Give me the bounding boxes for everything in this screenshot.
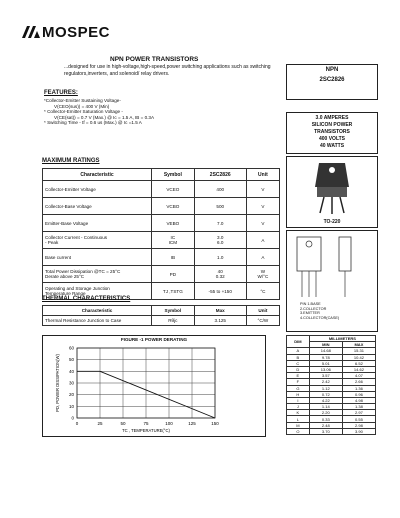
dim-value-cell: 13.06 [309, 366, 342, 372]
unit-cell: W W/°C [246, 266, 279, 283]
table-row [287, 428, 376, 434]
rating-summary-box [286, 112, 378, 154]
pin-note-line: 3.EMITTER [300, 311, 320, 315]
header-cell: MAX [342, 342, 375, 348]
pin-note-line: 2.COLLECTOR [300, 306, 327, 311]
symbol-cell: VEBO [152, 215, 195, 232]
header-cell: Characteristic [43, 306, 152, 316]
y-axis-label: PD, POWER DISSIPATION(W) [55, 354, 60, 412]
char-cell: Thermal Resistance Junction to Case [43, 316, 152, 326]
dim-value-cell: 0.96 [342, 391, 375, 397]
symbol-cell: PD [152, 266, 195, 283]
value-cell: 40 0.32 [194, 266, 246, 283]
y-tick-label: 20 [68, 392, 74, 398]
table-row [43, 181, 280, 198]
dim-value-cell: 0.72 [309, 391, 342, 397]
char-cell: Collector-Emitter Voltage [43, 181, 152, 198]
dim-value-cell: 14.68 [309, 348, 342, 354]
dim-value-cell: 2.97 [342, 410, 375, 416]
to220-package-icon [287, 157, 377, 217]
thermal-heading: THERMAL CHARACTERISTICS [42, 296, 131, 302]
unit-cell: A [246, 249, 279, 266]
package-label: TO-220 [323, 219, 341, 225]
unit-cell: °C [246, 283, 279, 300]
symbol-cell: Rθjc [152, 316, 195, 326]
feature-line: V(CE(sat)) = 0.7 V (Max.) @ Ic = 1.5 A, IB = 0.3A [54, 114, 155, 120]
brand-mark-icon [22, 26, 40, 38]
x-tick-label: 0 [75, 421, 79, 426]
dim-value-cell: 6.52 [342, 360, 375, 366]
y-tick-label: 40 [68, 368, 74, 374]
feature-line: *Collector-Emitter Sustaining Voltage- [44, 98, 121, 103]
value-cell: 3.0 6.0 [194, 232, 246, 249]
header-cell: DIM [287, 336, 310, 348]
dim-label-cell: H [287, 391, 310, 397]
unit-cell: °C/W [246, 316, 279, 326]
y-tick-label: 0 [71, 415, 74, 421]
table-header-row [43, 306, 280, 316]
value-cell: -55 to +150 [194, 283, 246, 300]
rating-line: SILICON POWER [311, 122, 353, 128]
table-row [43, 316, 280, 326]
table-row [43, 198, 280, 215]
dim-value-cell: 1.14 [309, 404, 342, 410]
rating-line: 3.0 AMPERES [315, 115, 349, 121]
table-row [43, 266, 280, 283]
char-cell: Total Power Dissipation @TC = 25°C Derate above 25°C [43, 266, 152, 283]
symbol-cell: IB [152, 249, 195, 266]
unit-cell: V [246, 181, 279, 198]
header-cell: Unit [246, 169, 279, 181]
value-cell: 500 [194, 198, 246, 215]
dim-label-cell: O [287, 428, 310, 434]
x-axis-label: TC , TEMPERATURE(°C) [122, 428, 170, 433]
chart-title: FIGURE -1 POWER DERATING [120, 337, 188, 342]
dim-label-cell: E [287, 373, 310, 379]
dim-value-cell: 4.98 [342, 397, 375, 403]
dim-value-cell: 2.42 [309, 379, 342, 385]
dim-value-cell: 5.01 [309, 360, 342, 366]
dim-value-cell: 3.57 [309, 373, 342, 379]
symbol-cell: TJ ,TSTG [152, 283, 195, 300]
char-cell: Base current [43, 249, 152, 266]
brand-name: MOSPEC [42, 24, 111, 41]
doc-description: ...designed for use in high-voltage,high-speed,power switching applications such as switching regulators,inverters, and solenoid/ relay drivers. [64, 64, 271, 77]
dim-value-cell: 4.22 [309, 397, 342, 403]
value-cell: 400 [194, 181, 246, 198]
dim-label-cell: F [287, 379, 310, 385]
thermal-table [42, 305, 280, 326]
dimensions-table [286, 335, 376, 435]
dim-label-cell: K [287, 410, 310, 416]
x-tick-label: 75 [143, 421, 149, 426]
char-cell: Collector-Base Voltage [43, 198, 152, 215]
header-cell: Symbol [152, 306, 195, 316]
pin-note-line: PIN 1.BASE [300, 302, 321, 306]
power-derating-chart [42, 335, 266, 437]
y-tick-label: 10 [68, 403, 74, 409]
symbol-cell: VCBO [152, 198, 195, 215]
dim-value-cell: 2.98 [342, 422, 375, 428]
table-row [43, 215, 280, 232]
dim-label-cell: C [287, 360, 310, 366]
dim-value-cell: 2.20 [309, 410, 342, 416]
features-heading: FEATURES: [44, 90, 78, 96]
part-number: 2SC2826 [319, 77, 345, 83]
rating-line: 40 WATTS [319, 143, 345, 149]
dim-label-cell: L [287, 416, 310, 422]
brand-logo [22, 24, 110, 41]
dim-label-cell: D [287, 366, 310, 372]
y-tick-label: 50 [68, 357, 74, 363]
dim-value-cell: 3.90 [342, 428, 375, 434]
symbol-cell: VCEO [152, 181, 195, 198]
dim-value-cell: 3.70 [309, 428, 342, 434]
outline-drawing-icon [287, 231, 377, 301]
max-ratings-heading: MAXIMUM RATINGS [42, 158, 100, 164]
feature-line: V(CEO(sus)) = 400 V (Min) [54, 103, 110, 109]
header-cell: MIN [309, 342, 342, 348]
header-cell: Max [194, 306, 246, 316]
dim-label-cell: J [287, 404, 310, 410]
x-tick-label: 125 [188, 421, 196, 426]
doc-title: NPN POWER TRANSISTORS [110, 56, 199, 63]
dim-value-cell: 14.62 [342, 366, 375, 372]
dim-value-cell: 0.33 [309, 416, 342, 422]
dim-label-cell: G [287, 385, 310, 391]
table-header-row [43, 169, 280, 181]
header-cell: MILLIMETERS [309, 336, 375, 342]
part-number-box [286, 64, 378, 100]
char-cell: Operating and Storage Junction Temperature Range [43, 283, 152, 300]
header-cell: Symbol [152, 169, 195, 181]
header-cell: 2SC2826 [194, 169, 246, 181]
x-tick-label: 100 [165, 421, 173, 426]
rating-line: 400 VOLTS [318, 136, 346, 142]
dim-label-cell: M [287, 422, 310, 428]
unit-cell: V [246, 215, 279, 232]
value-cell: 7.0 [194, 215, 246, 232]
feature-line: * Collector-Emitter Saturation Voltage - [44, 109, 123, 115]
dim-value-cell: 0.55 [342, 416, 375, 422]
features-list [44, 98, 254, 126]
x-tick-label: 50 [120, 421, 126, 426]
unit-cell: A [246, 232, 279, 249]
dim-value-cell: 4.07 [342, 373, 375, 379]
symbol-cell: IC ICM [152, 232, 195, 249]
unit-cell: V [246, 198, 279, 215]
feature-line: * Switching Time - tf = 0.6 us (Max.) @ Ic =1.5 A [44, 120, 142, 126]
header-cell: Characteristic [43, 169, 152, 181]
chart-svg [43, 336, 265, 436]
dim-value-cell: 1.38 [342, 404, 375, 410]
dim-label-cell: A [287, 348, 310, 354]
part-type: NPN [325, 67, 339, 73]
dim-value-cell: 15.31 [342, 348, 375, 354]
dim-label-cell: I [287, 397, 310, 403]
value-cell: 1.0 [194, 249, 246, 266]
value-cell: 3.125 [194, 316, 246, 326]
char-cell: Emitter-Base Voltage [43, 215, 152, 232]
dim-value-cell: 9.78 [309, 354, 342, 360]
y-tick-label: 30 [68, 380, 74, 386]
table-row [43, 232, 280, 249]
x-tick-label: 150 [211, 421, 219, 426]
max-ratings-table [42, 168, 280, 300]
dim-value-cell: 2.48 [309, 422, 342, 428]
rating-line: TRANSISTORS [314, 129, 350, 135]
y-tick-label: 60 [68, 345, 74, 351]
pin-assignment-note [300, 302, 339, 320]
dim-label-cell: B [287, 354, 310, 360]
header-cell: Unit [246, 306, 279, 316]
table-row [43, 249, 280, 266]
x-tick-label: 25 [97, 421, 103, 426]
dim-value-cell: 10.42 [342, 354, 375, 360]
char-cell: Collector Current - Continuous - Peak [43, 232, 152, 249]
dim-value-cell: 1.12 [309, 385, 342, 391]
dim-value-cell: 2.66 [342, 379, 375, 385]
pin-note-line: 4.COLLECTOR(CASE) [300, 315, 340, 320]
dim-value-cell: 1.36 [342, 385, 375, 391]
package-image-box [286, 156, 378, 228]
